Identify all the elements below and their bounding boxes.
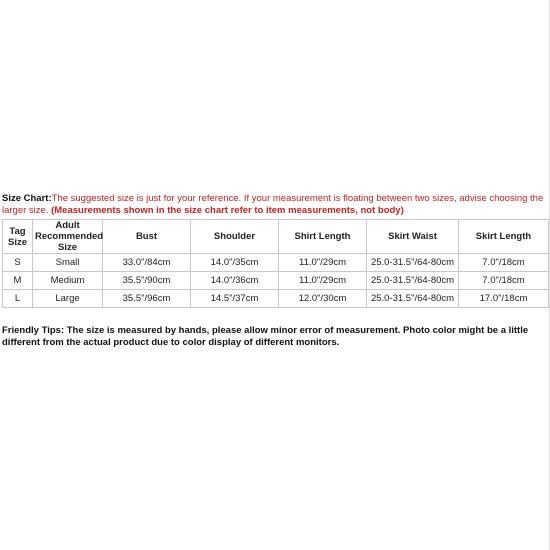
- size-chart-table: [2, 219, 549, 308]
- cell-skirt-length: 7.0"/18cm: [459, 272, 549, 290]
- table-row: [3, 254, 549, 272]
- cell-shoulder: 14.0"/36cm: [191, 272, 279, 290]
- friendly-tips: Friendly Tips: The size is measured by hands, please allow minor error of measurement. Photo color might be a little different from the actual product due to color display of different monitors.: [2, 325, 529, 348]
- header-skirt-waist: Skirt Waist: [367, 220, 459, 254]
- cell-shirt-length: 11.0"/29cm: [279, 254, 367, 272]
- cell-bust: 35.5"/96cm: [103, 290, 191, 308]
- cell-bust: 33.0"/84cm: [103, 254, 191, 272]
- header-tag-size: Tag Size: [3, 220, 33, 254]
- size-chart-intro: [2, 193, 548, 216]
- header-adult-recommended-size: Adult Recommended Size: [33, 220, 103, 254]
- header-skirt-length: Skirt Length: [459, 220, 549, 254]
- cell-skirt-waist: 25.0-31.5"/64-80cm: [367, 254, 459, 272]
- cell-skirt-waist: 25.0-31.5"/64-80cm: [367, 290, 459, 308]
- cell-adult-size: Large: [33, 290, 103, 308]
- cell-shirt-length: 12.0"/30cm: [279, 290, 367, 308]
- table-row: [3, 272, 549, 290]
- cell-skirt-length: 7.0"/18cm: [459, 254, 549, 272]
- cell-tag-size: M: [3, 272, 33, 290]
- table-header-row: [3, 220, 549, 254]
- cell-tag-size: L: [3, 290, 33, 308]
- cell-skirt-length: 17.0"/18cm: [459, 290, 549, 308]
- measurement-note: (Measurements shown in the size chart refer to item measurements, not body): [51, 204, 404, 216]
- cell-adult-size: Medium: [33, 272, 103, 290]
- cell-shoulder: 14.5"/37cm: [191, 290, 279, 308]
- header-bust: Bust: [103, 220, 191, 254]
- cell-bust: 35.5"/90cm: [103, 272, 191, 290]
- cell-tag-size: S: [3, 254, 33, 272]
- size-chart-label: Size Chart:: [2, 193, 52, 204]
- size-chart-reference-text: The suggested size is just for your reference. If your measurement is floating between two sizes, advise choosing the larger size.: [2, 193, 544, 216]
- cell-adult-size: Small: [33, 254, 103, 272]
- cell-shoulder: 14.0"/35cm: [191, 254, 279, 272]
- cell-shirt-length: 11.0"/29cm: [279, 272, 367, 290]
- header-shoulder: Shoulder: [191, 220, 279, 254]
- cell-skirt-waist: 25.0-31.5"/64-80cm: [367, 272, 459, 290]
- header-shirt-length: Shirt Length: [279, 220, 367, 254]
- table-row: [3, 290, 549, 308]
